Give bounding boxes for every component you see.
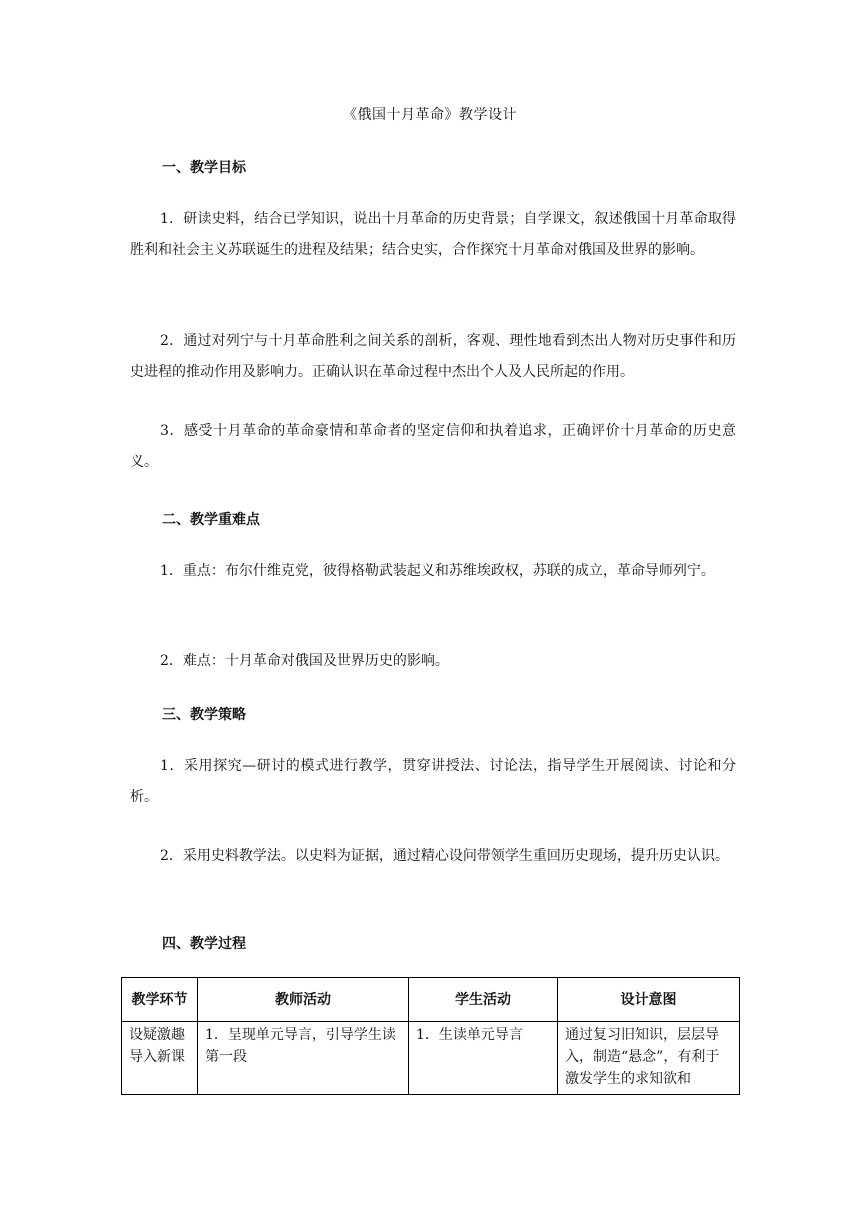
- cell-student-activity: 1．生读单元导言: [409, 1022, 558, 1095]
- goal-item-3: 3．感受十月革命的革命豪情和革命者的坚定信仰和执着追求，正确评价十月革命的历史意义。: [130, 423, 736, 470]
- cell-design-intent: 通过复习旧知识，层层导入，制造“悬念”，有利于激发学生的求知欲和: [558, 1022, 740, 1095]
- header-student-activity: 学生活动: [409, 978, 558, 1022]
- header-teacher-activity: 教师活动: [198, 978, 409, 1022]
- strategy-item-1: 1．采用探究—研讨的模式进行教学，贯穿讲授法、讨论法，指导学生开展阅读、讨论和分析。: [130, 758, 736, 805]
- teaching-process-table: [121, 977, 740, 1095]
- section-heading-strategy: 三、教学策略: [162, 707, 246, 723]
- strategy-item-2: 2．采用史料教学法。以史料为证据，通过精心设问带领学生重回历史现场，提升历史认识。: [160, 848, 729, 864]
- table-row: [122, 1022, 740, 1095]
- goal-item-1: 1．研读史料，结合已学知识，说出十月革命的历史背景；自学课文，叙述俄国十月革命取得胜利和社会主义苏联诞生的进程及结果；结合史实，合作探究十月革命对俄国及世界的影响。: [130, 211, 736, 258]
- section-heading-goals: 一、教学目标: [162, 160, 246, 176]
- header-design-intent: 设计意图: [558, 978, 740, 1022]
- header-stage: 教学环节: [122, 978, 198, 1022]
- document-title: 《俄国十月革命》教学设计: [343, 107, 517, 123]
- cell-stage: 设疑激趣导入新课: [122, 1022, 198, 1095]
- key-point-item-1: 1．重点：布尔什维克党，彼得格勒武装起义和苏维埃政权，苏联的成立，革命导师列宁。: [160, 563, 715, 579]
- section-heading-process: 四、教学过程: [162, 936, 246, 952]
- goal-item-2: 2．通过对列宁与十月革命胜利之间关系的剖析，客观、理性地看到杰出人物对历史事件和历史进程的推动作用及影响力。正确认识在革命过程中杰出个人及人民所起的作用。: [130, 333, 736, 380]
- key-point-item-2: 2．难点：十月革命对俄国及世界历史的影响。: [160, 653, 449, 669]
- cell-teacher-activity: 1．呈现单元导言，引导学生读第一段: [198, 1022, 409, 1095]
- section-heading-key-points: 二、教学重难点: [162, 512, 260, 528]
- table-header-row: [122, 978, 740, 1022]
